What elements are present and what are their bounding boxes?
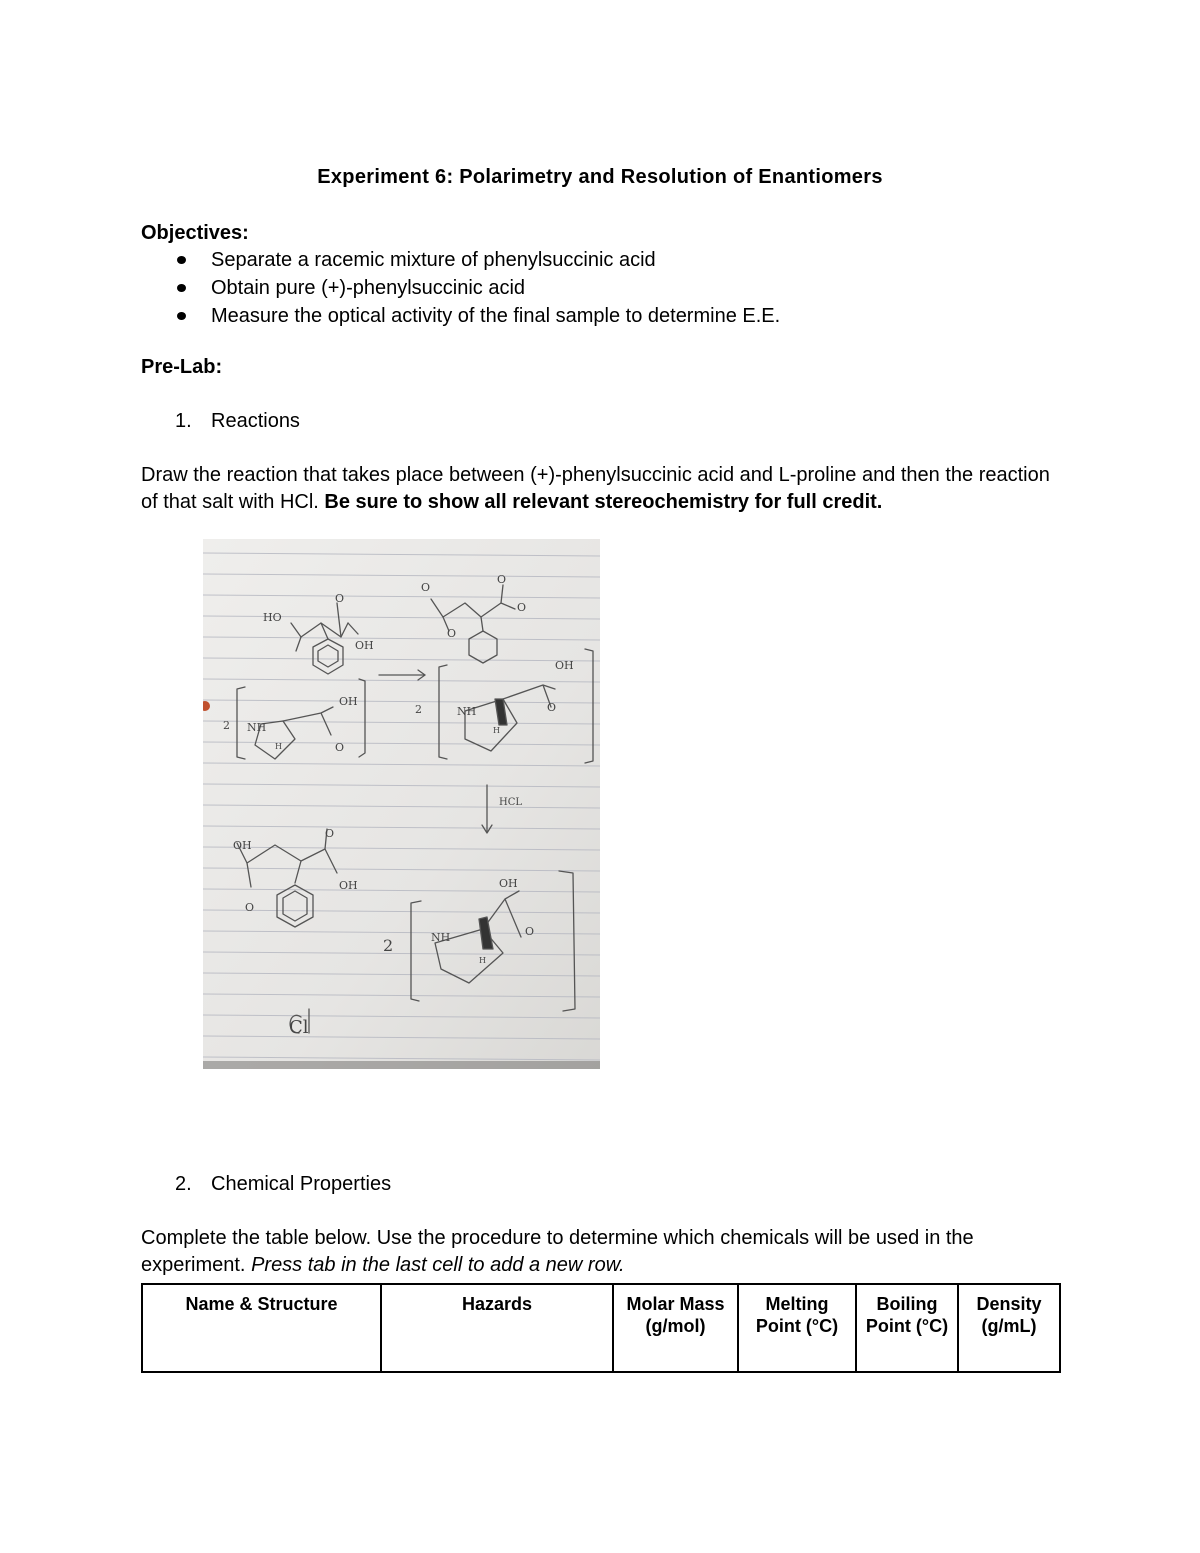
section-chemical-properties	[175, 1173, 391, 1196]
page-title: Experiment 6: Polarimetry and Resolution of Enantiomers	[317, 166, 883, 188]
section-reactions	[175, 410, 300, 433]
svg-text:OH: OH	[233, 839, 252, 852]
svg-text:O: O	[245, 901, 255, 914]
emphasis-text: Be sure to show all relevant stereochemistry for full credit.	[324, 491, 883, 513]
list-item: Measure the optical activity of the final sample to determine E.E.	[0, 302, 780, 330]
reaction-drawing-photo	[203, 539, 600, 1069]
objectives-heading: Objectives:	[141, 222, 249, 244]
column-header[interactable]: Melting Point (°C)	[738, 1284, 856, 1372]
svg-text:H: H	[275, 742, 282, 751]
svg-text:OH: OH	[355, 639, 374, 652]
section-label: Chemical Properties	[211, 1173, 392, 1195]
svg-text:2: 2	[223, 719, 230, 732]
prelab-heading: Pre-Lab:	[141, 356, 223, 378]
column-header[interactable]: Boiling Point (°C)	[856, 1284, 958, 1372]
svg-text:Cl: Cl	[289, 1017, 309, 1038]
chemical-properties-table	[141, 1283, 1061, 1373]
svg-text:NH: NH	[457, 705, 477, 718]
section-number: 1.	[175, 410, 192, 432]
svg-text:OH: OH	[499, 877, 518, 890]
svg-text:HCL: HCL	[499, 797, 523, 808]
svg-text:O: O	[421, 581, 431, 594]
svg-text:O: O	[335, 741, 345, 754]
svg-text:NH: NH	[431, 931, 451, 944]
svg-text:OH: OH	[555, 659, 574, 672]
bullet-icon	[177, 312, 186, 320]
column-header[interactable]: Hazards	[381, 1284, 613, 1372]
svg-text:OH: OH	[339, 695, 358, 708]
svg-text:2: 2	[383, 936, 394, 955]
list-item: Separate a racemic mixture of phenylsuccinic acid	[0, 246, 780, 274]
svg-text:O: O	[325, 827, 335, 840]
bullet-icon	[177, 256, 186, 264]
svg-text:O: O	[497, 573, 507, 586]
svg-text:2: 2	[415, 703, 422, 716]
svg-text:O: O	[447, 627, 457, 640]
svg-text:NH: NH	[247, 721, 267, 734]
table-header-row	[142, 1284, 1060, 1372]
reaction-instructions: Draw the reaction that takes place between (+)-phenylsuccinic acid and L-proline and then the reaction of that salt with HCl. Be sure to show all relevant stereochemistry for full credit.	[141, 464, 1050, 513]
column-header[interactable]: Density (g/mL)	[958, 1284, 1060, 1372]
section-number: 2.	[175, 1173, 192, 1195]
list-item: Obtain pure (+)-phenylsuccinic acid	[0, 274, 780, 302]
column-header[interactable]: Name & Structure	[142, 1284, 381, 1372]
svg-text:O: O	[525, 925, 535, 938]
svg-text:O: O	[517, 601, 527, 614]
objectives-list	[0, 246, 780, 330]
bullet-icon	[177, 284, 186, 292]
handwritten-reaction-image	[203, 539, 600, 1069]
svg-text:O: O	[547, 701, 557, 714]
svg-text:OH: OH	[339, 879, 358, 892]
section-label: Reactions	[211, 410, 300, 432]
italic-note: Press tab in the last cell to add a new row.	[251, 1254, 625, 1276]
svg-text:H: H	[479, 956, 486, 965]
svg-text:O: O	[335, 592, 345, 605]
table-instructions: Complete the table below. Use the procedure to determine which chemicals will be used in the experiment. Press tab in the last cell to add a new row.	[141, 1227, 974, 1276]
column-header[interactable]: Molar Mass (g/mol)	[613, 1284, 738, 1372]
drawing-label: HO	[263, 611, 282, 624]
svg-text:H: H	[493, 726, 500, 735]
